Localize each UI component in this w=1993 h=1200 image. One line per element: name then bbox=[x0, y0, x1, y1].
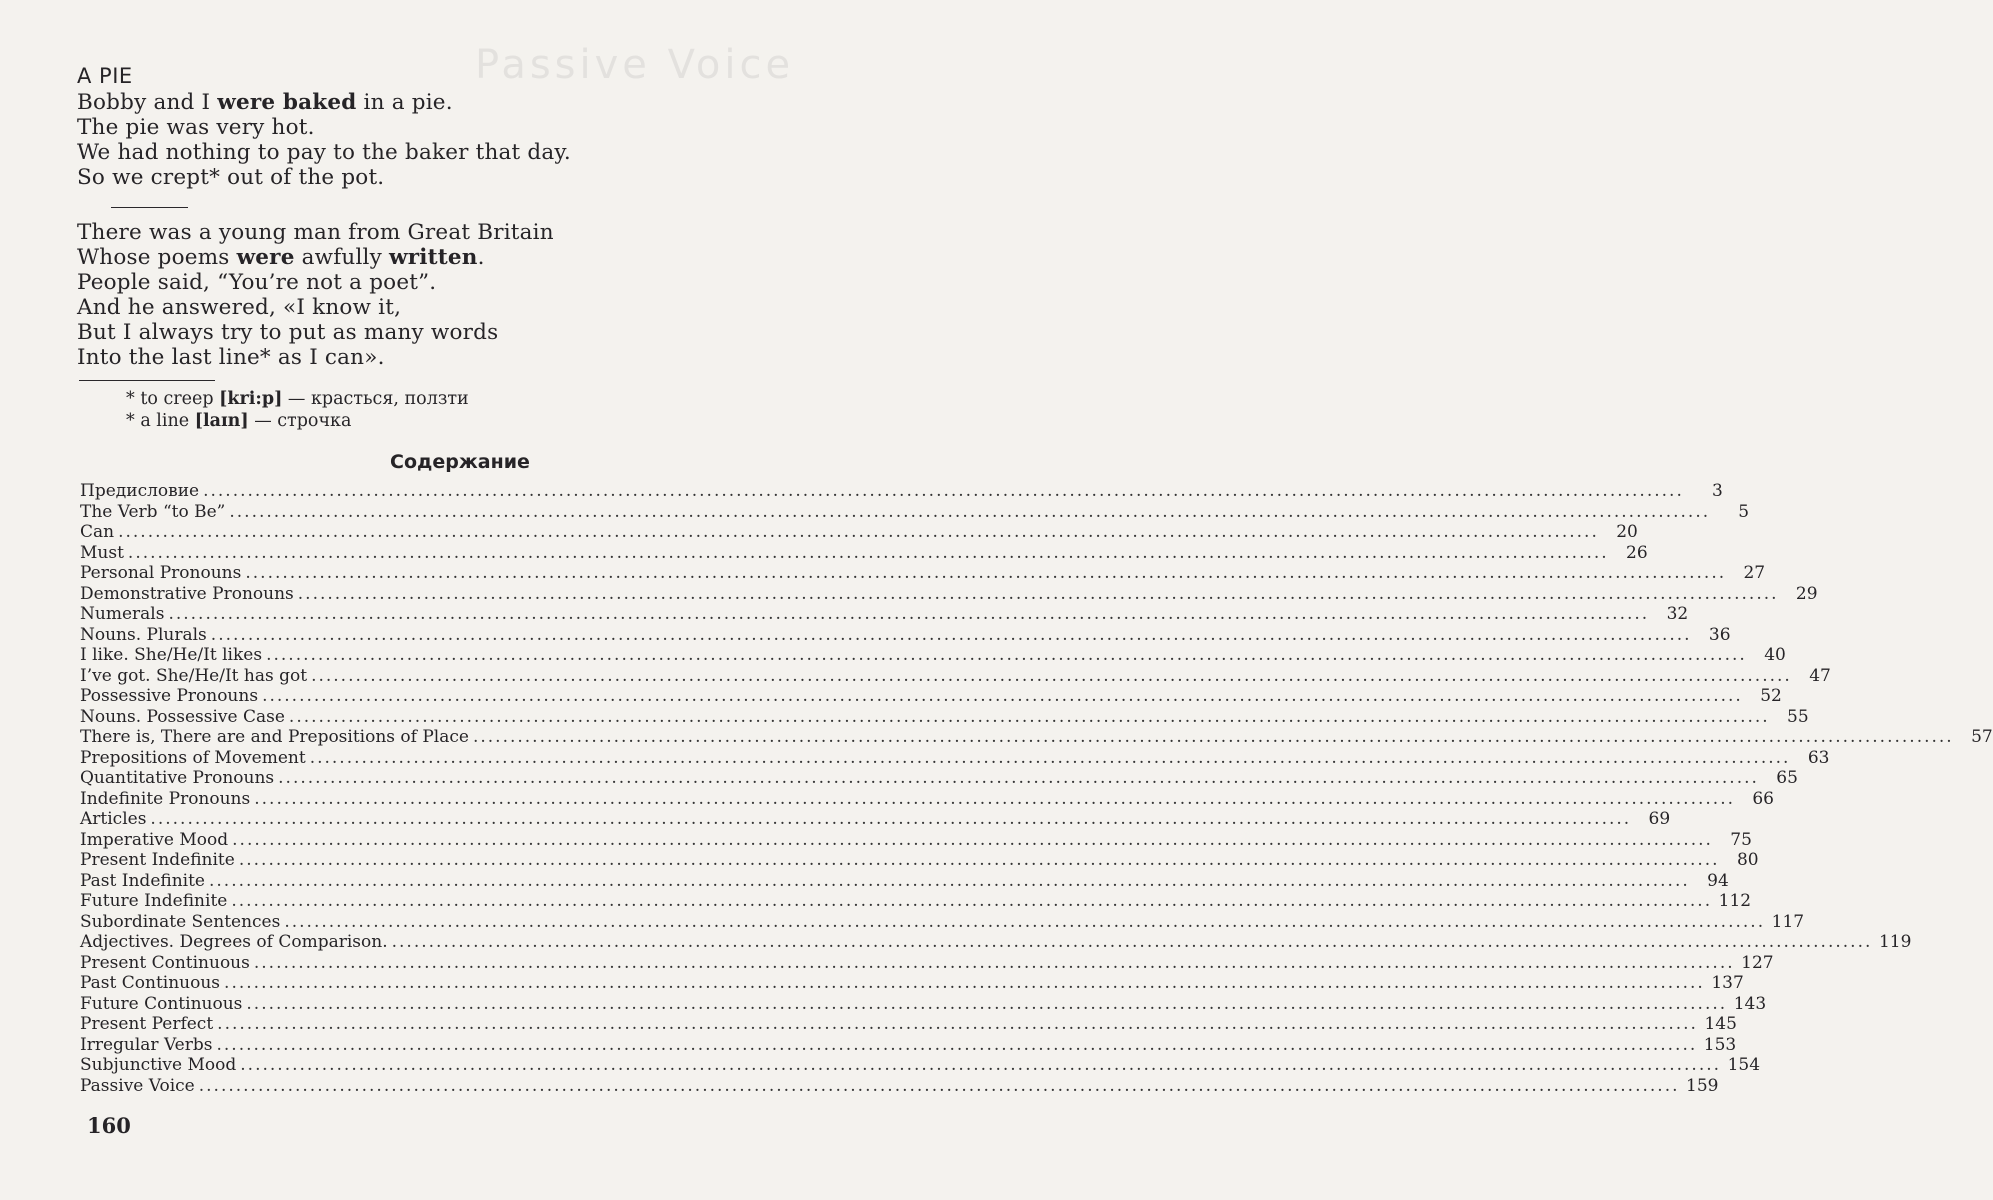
poem-line: Whose poems were awfully written. bbox=[77, 245, 485, 270]
toc-entry bbox=[80, 788, 1774, 810]
toc-entry bbox=[80, 563, 1766, 584]
toc-entry-page: 63 bbox=[1807, 747, 1830, 768]
poem-line: We had nothing to pay to the baker that day. bbox=[77, 140, 571, 165]
transcription: [kri:p] bbox=[219, 389, 283, 409]
toc-entry-title: Present Indefinite bbox=[80, 850, 235, 870]
page-number: 160 bbox=[87, 1113, 131, 1138]
dot-leader: ........................................................................................................................................................................................................ bbox=[238, 850, 1720, 870]
toc-entry-title: Numerals bbox=[80, 604, 165, 624]
toc-entry bbox=[80, 624, 1731, 646]
toc-entry-page: 26 bbox=[1626, 542, 1648, 563]
poem-line: Into the last line* as I can». bbox=[77, 345, 385, 370]
poem-line: The pie was very hot. bbox=[77, 115, 315, 140]
toc-entry-title: I like. She/He/It likes bbox=[80, 645, 263, 665]
dot-leader: ........................................................................................................................................................................................................ bbox=[253, 952, 1735, 973]
dot-leader: ........................................................................................................................................................................................................ bbox=[210, 624, 1692, 645]
bold-phrase: were baked bbox=[217, 90, 357, 115]
toc-entry-title: Articles bbox=[80, 809, 147, 829]
dot-leader: ........................................................................................................................................................................................................ bbox=[246, 993, 1728, 1014]
dot-leader: ........................................................................................................................................................................................................ bbox=[472, 727, 1954, 747]
footnotes bbox=[126, 388, 469, 432]
toc-entry-title: Prepositions of Movement bbox=[80, 747, 306, 768]
dot-leader: ........................................................................................................................................................................................................ bbox=[288, 706, 1770, 727]
dot-leader: ........................................................................................................................................................................................................ bbox=[232, 829, 1713, 850]
toc-entry-title: Past Indefinite bbox=[80, 870, 205, 891]
toc-entry-page: 94 bbox=[1707, 870, 1729, 891]
toc-entry bbox=[80, 952, 1774, 974]
bold-phrase: written bbox=[388, 245, 478, 270]
toc-entry bbox=[80, 706, 1809, 728]
toc-entry-title: Nouns. Plurals bbox=[80, 624, 207, 645]
toc-entry-page: 65 bbox=[1776, 768, 1798, 788]
poem-line: People said, “You’re not a poet”. bbox=[77, 270, 437, 295]
toc-entry-page: 153 bbox=[1703, 1034, 1737, 1055]
toc-entry-page: 5 bbox=[1738, 501, 1750, 522]
toc-entry bbox=[80, 993, 1767, 1015]
toc-entry-page: 143 bbox=[1733, 993, 1767, 1014]
toc-entry-title: Passive Voice bbox=[80, 1075, 195, 1096]
toc-entry-page: 137 bbox=[1711, 973, 1744, 993]
poem-line: There was a young man from Great Britain bbox=[77, 220, 554, 245]
toc-entry bbox=[80, 727, 1993, 748]
toc-entry-title: The Verb “to Be” bbox=[80, 501, 226, 522]
toc-entry-title: Future Continuous bbox=[80, 993, 243, 1014]
toc-entry-page: 29 bbox=[1795, 583, 1818, 604]
dot-leader: ........................................................................................................................................................................................................ bbox=[231, 891, 1713, 911]
toc-entry-title: Nouns. Possessive Case bbox=[80, 706, 285, 727]
dot-leader: ........................................................................................................................................................................................................ bbox=[266, 645, 1747, 665]
dot-leader: ........................................................................................................................................................................................................ bbox=[297, 583, 1779, 604]
toc-entry-page: 112 bbox=[1718, 891, 1752, 911]
dot-leader: ........................................................................................................................................................................................................ bbox=[284, 911, 1766, 932]
toc-entry-page: 20 bbox=[1616, 522, 1638, 542]
poem-limerick bbox=[77, 220, 554, 370]
toc-entry-title: Possessive Pronouns bbox=[80, 686, 259, 706]
toc-entry bbox=[80, 973, 1744, 994]
toc-entry-title: Must bbox=[80, 542, 124, 563]
toc-entry bbox=[80, 850, 1759, 871]
dot-leader: ........................................................................................................................................................................................................ bbox=[168, 604, 1650, 624]
bleed-through-decoration: Passive Voice bbox=[475, 42, 795, 88]
poem-line: But I always try to put as many words bbox=[77, 320, 499, 345]
dot-leader: ........................................................................................................................................................................................................ bbox=[245, 563, 1727, 583]
table-of-contents bbox=[80, 481, 1993, 1096]
dot-leader: ........................................................................................................................................................................................................ bbox=[217, 1014, 1698, 1034]
footnote-rule bbox=[79, 380, 215, 381]
toc-entry bbox=[80, 481, 1723, 502]
toc-entry bbox=[80, 829, 1752, 851]
toc-entry-page: 119 bbox=[1878, 932, 1912, 952]
dot-leader: ........................................................................................................................................................................................................ bbox=[278, 768, 1759, 788]
dot-leader: ........................................................................................................................................................................................................ bbox=[254, 788, 1735, 809]
toc-entry bbox=[80, 768, 1798, 789]
toc-entry-page: 159 bbox=[1686, 1075, 1719, 1096]
dot-leader: ........................................................................................................................................................................................................ bbox=[203, 481, 1684, 501]
toc-entry bbox=[80, 870, 1729, 892]
toc-entry bbox=[80, 686, 1782, 707]
toc-entry bbox=[80, 1055, 1761, 1076]
toc-entry bbox=[80, 665, 1831, 687]
toc-entry-title: Indefinite Pronouns bbox=[80, 788, 251, 809]
toc-entry-page: 55 bbox=[1787, 706, 1809, 727]
dot-leader: ........................................................................................................................................................................................................ bbox=[216, 1034, 1698, 1055]
toc-entry-title: Irregular Verbs bbox=[80, 1034, 213, 1055]
toc-entry-title: Past Continuous bbox=[80, 973, 221, 993]
toc-entry-title: Quantitative Pronouns bbox=[80, 768, 275, 788]
footnote: * a line [laɪn] — строчка bbox=[126, 411, 352, 431]
toc-entry bbox=[80, 891, 1752, 912]
toc-entry-title: There is, There are and Prepositions of Place bbox=[80, 727, 469, 747]
toc-entry-title: Demonstrative Pronouns bbox=[80, 583, 294, 604]
toc-entry bbox=[80, 542, 1648, 564]
dot-leader: ........................................................................................................................................................................................................ bbox=[224, 973, 1705, 993]
toc-entry-page: 32 bbox=[1666, 604, 1689, 624]
dot-leader: ........................................................................................................................................................................................................ bbox=[209, 870, 1690, 891]
toc-entry-page: 145 bbox=[1704, 1014, 1737, 1034]
toc-entry-title: Предисловие bbox=[80, 481, 200, 501]
toc-entry-page: 69 bbox=[1648, 809, 1671, 829]
toc-entry-page: 57 bbox=[1971, 727, 1993, 747]
toc-entry bbox=[80, 747, 1830, 769]
dot-leader: ........................................................................................................................................................................................................ bbox=[118, 522, 1599, 542]
toc-entry bbox=[80, 1075, 1719, 1097]
poem-line: Bobby and I were baked in a pie. bbox=[77, 90, 453, 115]
toc-entry-title: Subordinate Sentences bbox=[80, 911, 281, 932]
toc-entry-title: Can bbox=[80, 522, 115, 542]
toc-entry-page: 3 bbox=[1712, 481, 1723, 501]
toc-entry bbox=[80, 645, 1786, 666]
toc-entry-page: 47 bbox=[1809, 665, 1831, 686]
toc-entry bbox=[80, 911, 1805, 933]
toc-entry-title: Present Continuous bbox=[80, 952, 250, 973]
toc-entry-title: Present Perfect bbox=[80, 1014, 214, 1034]
toc-entry bbox=[80, 583, 1818, 605]
dot-leader: ........................................................................................................................................................................................................ bbox=[309, 747, 1791, 768]
toc-entry-title: Imperative Mood bbox=[80, 829, 229, 850]
toc-entry-page: 66 bbox=[1752, 788, 1774, 809]
toc-entry bbox=[80, 522, 1638, 543]
toc-entry bbox=[80, 1034, 1737, 1056]
toc-entry-page: 154 bbox=[1727, 1055, 1761, 1075]
poem-line: So we crept* out of the pot. bbox=[77, 165, 385, 190]
poem-line: And he answered, «I know it, bbox=[77, 295, 402, 320]
toc-entry-page: 40 bbox=[1764, 645, 1786, 665]
toc-entry-title: Personal Pronouns bbox=[80, 563, 242, 583]
separator-rule bbox=[111, 207, 188, 208]
toc-entry-page: 127 bbox=[1741, 952, 1774, 973]
dot-leader: ........................................................................................................................................................................................................ bbox=[229, 501, 1711, 522]
dot-leader: ........................................................................................................................................................................................................ bbox=[198, 1075, 1680, 1096]
dot-leader: ........................................................................................................................................................................................................ bbox=[150, 809, 1632, 829]
toc-title: Содержание bbox=[390, 451, 530, 473]
footnote: * to creep [kri:p] — красться, ползти bbox=[126, 389, 469, 409]
toc-entry-page: 36 bbox=[1708, 624, 1731, 645]
toc-entry-title: Adjectives. Degrees of Comparison. bbox=[80, 932, 388, 952]
transcription: [laɪn] bbox=[194, 411, 249, 431]
toc-entry-page: 80 bbox=[1736, 850, 1759, 870]
toc-entry-title: Subjunctive Mood bbox=[80, 1055, 237, 1075]
dot-leader: ........................................................................................................................................................................................................ bbox=[262, 686, 1743, 706]
bold-phrase: were bbox=[236, 245, 295, 270]
toc-entry bbox=[80, 604, 1689, 625]
toc-entry-title: I’ve got. She/He/It has got bbox=[80, 665, 308, 686]
toc-entry-page: 117 bbox=[1771, 911, 1805, 932]
toc-entry bbox=[80, 932, 1912, 953]
poem-title: A PIE bbox=[77, 64, 133, 88]
toc-entry-page: 75 bbox=[1730, 829, 1752, 850]
toc-entry-page: 52 bbox=[1760, 686, 1782, 706]
toc-entry bbox=[80, 809, 1671, 830]
dot-leader: ........................................................................................................................................................................................................ bbox=[127, 542, 1609, 563]
dot-leader: ........................................................................................................................................................................................................ bbox=[311, 665, 1792, 686]
toc-entry-title: Future Indefinite bbox=[80, 891, 228, 911]
toc-entry bbox=[80, 1014, 1737, 1035]
dot-leader: ........................................................................................................................................................................................................ bbox=[240, 1055, 1722, 1075]
toc-entry bbox=[80, 501, 1750, 523]
toc-entry-page: 27 bbox=[1743, 563, 1766, 583]
poem-pie bbox=[77, 90, 571, 190]
dot-leader: ........................................................................................................................................................................................................ bbox=[391, 932, 1873, 952]
